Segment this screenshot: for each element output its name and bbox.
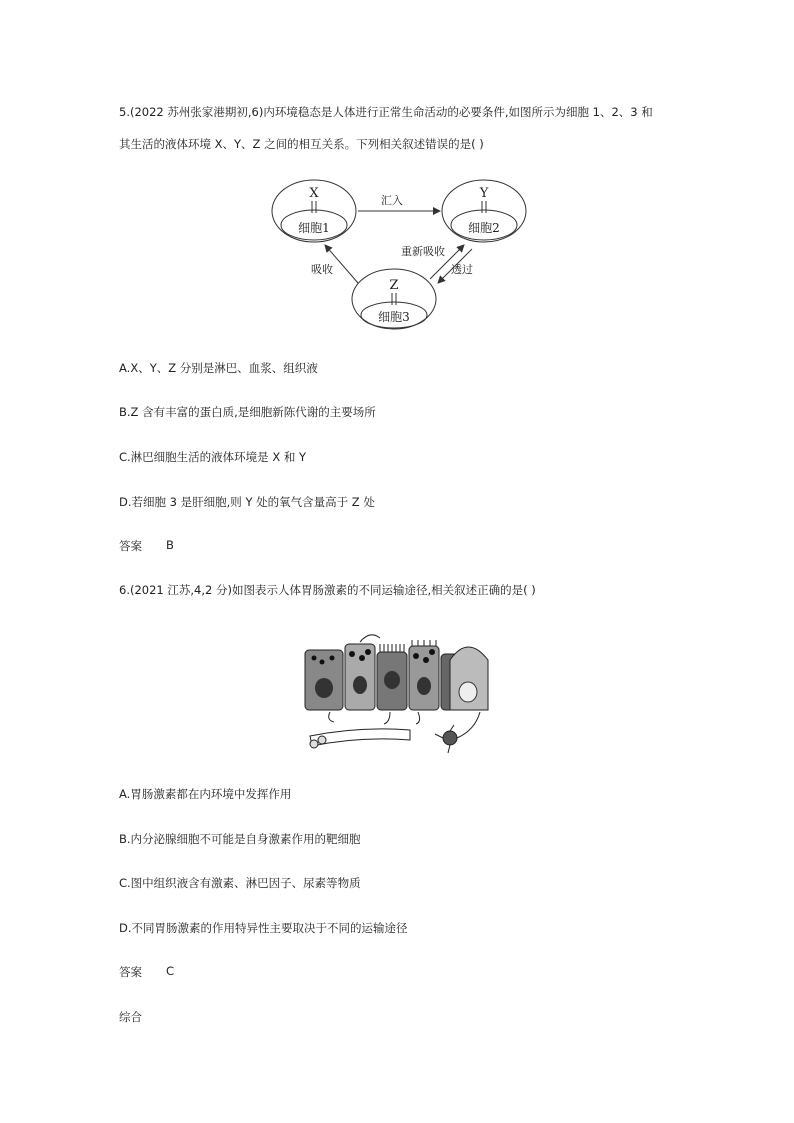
- neuron: [435, 712, 480, 753]
- z-label: Z: [389, 278, 399, 293]
- q5-answer-value: B: [166, 538, 174, 552]
- blood-vessel: [310, 729, 410, 748]
- q6-option-d: D.不同胃肠激素的作用特异性主要取决于不同的运输途径: [119, 921, 408, 935]
- q6-option-c: C.图中组织液含有激素、淋巴因子、尿素等物质: [119, 876, 361, 890]
- q5-option-c: C.淋巴细胞生活的液体环境是 X 和 Y: [119, 450, 307, 464]
- q6-option-a: A.胃肠激素都在内环境中发挥作用: [119, 787, 292, 801]
- arrow-huiru-label: 汇入: [381, 194, 403, 207]
- q6-answer-value: C: [166, 964, 175, 978]
- q6-stem: 6.(2021 江苏,4,2 分)如图表示人体胃肠激素的不同运输途径,相关叙述正确的是( ): [119, 583, 536, 597]
- arrow-chongxin-label: 重新吸收: [401, 245, 445, 258]
- q5-option-d: D.若细胞 3 是肝细胞,则 Y 处的氧气含量高于 Z 处: [119, 495, 375, 509]
- section-label: 综合: [119, 1010, 142, 1024]
- arrow-xishou-label: 吸收: [311, 263, 333, 276]
- cell2-label: 细胞2: [468, 221, 500, 235]
- cell3-compartment: [352, 269, 436, 329]
- q5-diagram: [260, 175, 550, 335]
- cell1-compartment: [272, 180, 356, 242]
- q6-answer-label: 答案: [119, 965, 142, 979]
- q5-answer-label: 答案: [119, 539, 142, 553]
- q6-option-b: B.内分泌腺细胞不可能是自身激素作用的靶细胞: [119, 832, 361, 846]
- q6-diagram: [300, 630, 500, 755]
- q5-stem-line1: 5.(2022 苏州张家港期初,6)内环境稳态是人体进行正常生命活动的必要条件,如图所示为细胞 1、2、3 和: [119, 105, 653, 119]
- q5-option-a: A.X、Y、Z 分别是淋巴、血浆、组织液: [119, 361, 318, 375]
- q5-option-b: B.Z 含有丰富的蛋白质,是细胞新陈代谢的主要场所: [119, 405, 376, 419]
- y-label: Y: [479, 186, 489, 201]
- arrow-touguo-label: 透过: [451, 263, 473, 276]
- cell3-label: 细胞3: [378, 310, 410, 324]
- cell2-compartment: [442, 180, 526, 242]
- x-label: X: [309, 186, 319, 201]
- cell1-label: 细胞1: [298, 221, 330, 235]
- q5-stem-line2: 其生活的液体环境 X、Y、Z 之间的相互关系。下列相关叙述错误的是( ): [119, 137, 484, 151]
